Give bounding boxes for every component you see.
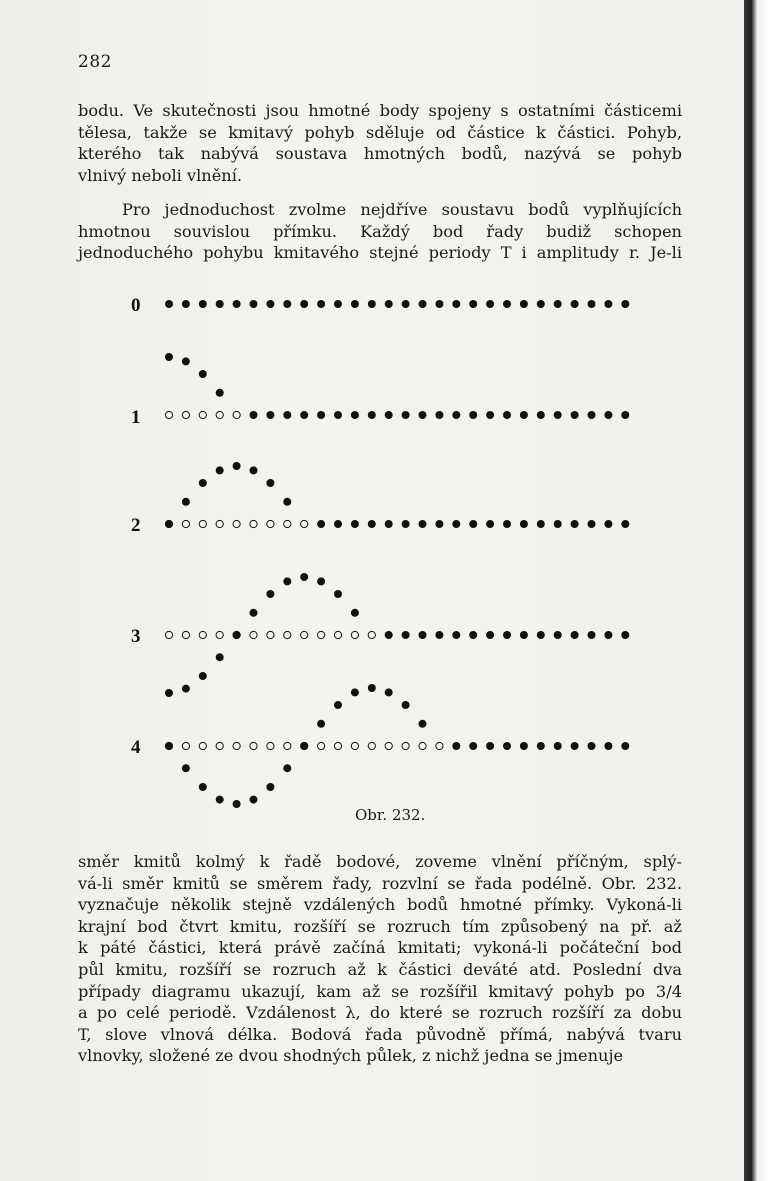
particle-dot — [199, 783, 207, 791]
particle-dot — [503, 742, 511, 750]
particle-dot — [216, 466, 224, 474]
particle-dot — [351, 520, 359, 528]
row-label-3: 3 — [131, 626, 141, 647]
particle-dot — [182, 764, 190, 772]
particle-dot — [520, 520, 528, 528]
particle-dot — [233, 300, 241, 308]
text-line: vlnovky, složené ze dvou shodných půlek, z nichž jedna se jmenuje — [78, 1046, 624, 1066]
rest-position-dot — [419, 742, 426, 749]
particle-dot — [520, 411, 528, 419]
particle-dot — [452, 742, 460, 750]
particle-dot — [250, 609, 258, 617]
particle-dot — [469, 520, 477, 528]
row-label-2: 2 — [131, 515, 141, 536]
rest-position-dot — [436, 742, 443, 749]
particle-dot — [385, 411, 393, 419]
particle-dot — [435, 300, 443, 308]
particle-dot — [334, 520, 342, 528]
particle-dot — [621, 411, 629, 419]
particle-dot — [182, 498, 190, 506]
particle-dot — [165, 742, 173, 750]
particle-dot — [604, 411, 612, 419]
text-line: směr kmitů kolmý k řadě bodové, zoveme vlnění příčným, splý- — [78, 852, 682, 871]
particle-dot — [486, 300, 494, 308]
text-line: případy diagramu ukazují, kam až se rozšířil kmitavý pohyb po 3/4 — [78, 981, 682, 1001]
rest-position-dot — [216, 631, 223, 638]
particle-dot — [486, 742, 494, 750]
page-number: 282 — [78, 52, 112, 72]
particle-dot — [419, 520, 427, 528]
particle-dot — [266, 590, 274, 598]
rest-position-dot — [267, 520, 274, 527]
particle-dot — [554, 742, 562, 750]
particle-dot — [554, 300, 562, 308]
particle-dot — [452, 631, 460, 639]
particle-dot — [621, 631, 629, 639]
rest-position-dot — [301, 631, 308, 638]
particle-dot — [469, 742, 477, 750]
particle-dot — [266, 479, 274, 487]
text-line: jednoduchého pohybu kmitavého stejné periody T i amplitudy r. Je-li — [78, 243, 682, 263]
particle-dot — [300, 300, 308, 308]
particle-dot — [216, 300, 224, 308]
particle-dot — [604, 742, 612, 750]
particle-dot — [503, 300, 511, 308]
text-line: bodu. Ve skutečnosti jsou hmotné body spojeny s ostatními částicemi — [78, 101, 682, 120]
particle-dot — [199, 370, 207, 378]
particle-dot — [419, 411, 427, 419]
row-label-0: 0 — [131, 295, 141, 316]
rest-position-dot — [368, 631, 375, 638]
particle-dot — [621, 742, 629, 750]
rest-position-dot — [284, 520, 291, 527]
particle-dot — [452, 300, 460, 308]
particle-dot — [537, 300, 545, 308]
particle-dot — [571, 411, 579, 419]
rest-position-dot — [318, 742, 325, 749]
particle-dot — [317, 720, 325, 728]
rest-position-dot — [250, 520, 257, 527]
particle-dot — [588, 411, 596, 419]
particle-dot — [165, 689, 173, 697]
particle-dot — [216, 796, 224, 804]
particle-dot — [317, 577, 325, 585]
rest-position-dot — [199, 742, 206, 749]
particle-dot — [317, 300, 325, 308]
particle-dot — [250, 796, 258, 804]
particle-dot — [283, 300, 291, 308]
particle-dot — [452, 520, 460, 528]
text-line: vlnivý neboli vlnění. — [78, 165, 243, 185]
particle-dot — [604, 520, 612, 528]
rest-position-dot — [385, 742, 392, 749]
particle-dot — [571, 300, 579, 308]
rest-position-dot — [250, 742, 257, 749]
particle-dot — [334, 701, 342, 709]
particle-dot — [469, 300, 477, 308]
particle-dot — [351, 411, 359, 419]
particle-dot — [402, 631, 410, 639]
particle-dot — [571, 742, 579, 750]
particle-dots — [165, 300, 629, 808]
particle-dot — [503, 631, 511, 639]
rest-position-dot — [216, 411, 223, 418]
text-line: Pro jednoduchost zvolme nejdříve soustavu bodů vyplňujících — [122, 200, 682, 219]
particle-dot — [283, 498, 291, 506]
text-line: a po celé periodě. Vzdálenost λ, do které se rozruch rozšíří za dobu — [78, 1003, 682, 1023]
particle-dot — [182, 685, 190, 693]
particle-dot — [588, 631, 596, 639]
particle-dot — [604, 300, 612, 308]
particle-dot — [520, 300, 528, 308]
particle-dot — [368, 300, 376, 308]
particle-dot — [402, 300, 410, 308]
rest-position-dot — [402, 742, 409, 749]
text-line: T, slove vlnová délka. Bodová řada původně přímá, nabývá tvaru — [78, 1024, 682, 1044]
rest-position-dot — [318, 631, 325, 638]
particle-dot — [334, 411, 342, 419]
rest-position-dot — [351, 742, 358, 749]
particle-dot — [199, 672, 207, 680]
particle-dot — [165, 520, 173, 528]
particle-dot — [503, 520, 511, 528]
particle-dot — [486, 520, 494, 528]
particle-dot — [233, 631, 241, 639]
particle-dot — [165, 300, 173, 308]
particle-dot — [182, 357, 190, 365]
particle-dot — [351, 688, 359, 696]
particle-dot — [199, 300, 207, 308]
text-line: půl kmitu, rozšíří se rozruch až k částici deváté atd. Poslední dva — [78, 959, 682, 979]
rest-position-dot — [182, 742, 189, 749]
particle-dot — [334, 590, 342, 598]
rest-position-dot — [165, 411, 172, 418]
text-line: vyznačuje několik stejně vzdálených bodů hmotné přímky. Vykoná-li — [78, 895, 682, 915]
particle-dot — [165, 353, 173, 361]
rest-position-dot — [216, 742, 223, 749]
particle-dot — [554, 631, 562, 639]
particle-dot — [554, 520, 562, 528]
particle-dot — [216, 389, 224, 397]
text-line: vá-li směr kmitů se směrem řady, rozvlní se řada podélně. Obr. 232. — [78, 873, 682, 893]
particle-dot — [604, 631, 612, 639]
particle-dot — [469, 631, 477, 639]
particle-dot — [216, 653, 224, 661]
particle-dot — [554, 411, 562, 419]
particle-dot — [385, 300, 393, 308]
particle-dot — [199, 479, 207, 487]
particle-dot — [452, 411, 460, 419]
particle-dot — [300, 411, 308, 419]
particle-dot — [537, 411, 545, 419]
rest-position-dot — [351, 631, 358, 638]
particle-dot — [368, 520, 376, 528]
particle-dot — [435, 631, 443, 639]
particle-dot — [334, 300, 342, 308]
particle-dot — [368, 411, 376, 419]
particle-dot — [537, 631, 545, 639]
particle-dot — [571, 520, 579, 528]
text-line: k páté částici, která právě začíná kmitati; vykoná-li počáteční bod — [78, 938, 682, 958]
rest-position-dot — [199, 631, 206, 638]
particle-dot — [233, 462, 241, 470]
particle-dot — [250, 300, 258, 308]
particle-dot — [385, 631, 393, 639]
particle-dot — [571, 631, 579, 639]
rest-position-dot — [199, 520, 206, 527]
particle-dot — [317, 411, 325, 419]
particle-dot — [368, 684, 376, 692]
particle-dot — [283, 411, 291, 419]
row-label-4: 4 — [131, 737, 141, 758]
rest-position-dot — [301, 520, 308, 527]
rest-position-dot — [216, 520, 223, 527]
particle-dot — [621, 300, 629, 308]
particle-dot — [317, 520, 325, 528]
particle-dot — [402, 411, 410, 419]
rest-position-dot — [284, 631, 291, 638]
particle-dot — [520, 631, 528, 639]
particle-dot — [233, 800, 241, 808]
particle-dot — [419, 631, 427, 639]
rest-position-dot — [368, 742, 375, 749]
particle-dot — [402, 701, 410, 709]
rest-position-dot — [199, 411, 206, 418]
particle-dot — [283, 577, 291, 585]
particle-dot — [250, 466, 258, 474]
particle-dot — [588, 520, 596, 528]
rest-position-dot — [334, 631, 341, 638]
particle-dot — [351, 609, 359, 617]
rest-position-dot — [233, 742, 240, 749]
rest-position-dot — [233, 520, 240, 527]
rest-position-dot — [267, 742, 274, 749]
figure-caption: Obr. 232. — [355, 806, 426, 824]
particle-dot — [503, 411, 511, 419]
text-line: tělesa, takže se kmitavý pohyb sděluje od částice k částici. Pohyb, — [78, 122, 682, 142]
particle-dot — [537, 520, 545, 528]
rest-position-dot — [267, 631, 274, 638]
particle-dot — [300, 573, 308, 581]
particle-dot — [486, 631, 494, 639]
row-label-1: 1 — [131, 407, 141, 428]
rest-position-dot — [182, 631, 189, 638]
particle-dot — [419, 720, 427, 728]
particle-dot — [250, 411, 258, 419]
particle-dot — [402, 520, 410, 528]
particle-dot — [266, 783, 274, 791]
particle-dot — [537, 742, 545, 750]
particle-dot — [621, 520, 629, 528]
particle-dot — [351, 300, 359, 308]
text-line: kterého tak nabývá soustava hmotných bodů, nazývá se pohyb — [78, 144, 682, 164]
particle-dot — [419, 300, 427, 308]
text-line: hmotnou souvislou přímku. Každý bod řady budiž schopen — [78, 221, 682, 241]
particle-dot — [283, 764, 291, 772]
rest-position-dot — [182, 411, 189, 418]
text-line: krajní bod čtvrt kmitu, rozšíří se rozruch tím způsobený na př. až — [78, 916, 682, 936]
rest-position-dot — [182, 520, 189, 527]
rest-position-dot — [334, 742, 341, 749]
particle-dot — [182, 300, 190, 308]
particle-dot — [588, 742, 596, 750]
particle-dot — [520, 742, 528, 750]
particle-dot — [435, 520, 443, 528]
rest-position-dot — [233, 411, 240, 418]
particle-dot — [385, 688, 393, 696]
rest-position-dot — [250, 631, 257, 638]
particle-dot — [385, 520, 393, 528]
rest-position-dot — [165, 631, 172, 638]
particle-dot — [266, 300, 274, 308]
paragraph-3 — [78, 851, 682, 1067]
particle-dot — [588, 300, 596, 308]
particle-dot — [266, 411, 274, 419]
particle-dot — [469, 411, 477, 419]
particle-dot — [300, 742, 308, 750]
particle-dot — [486, 411, 494, 419]
particle-dot — [435, 411, 443, 419]
rest-position-dot — [284, 742, 291, 749]
